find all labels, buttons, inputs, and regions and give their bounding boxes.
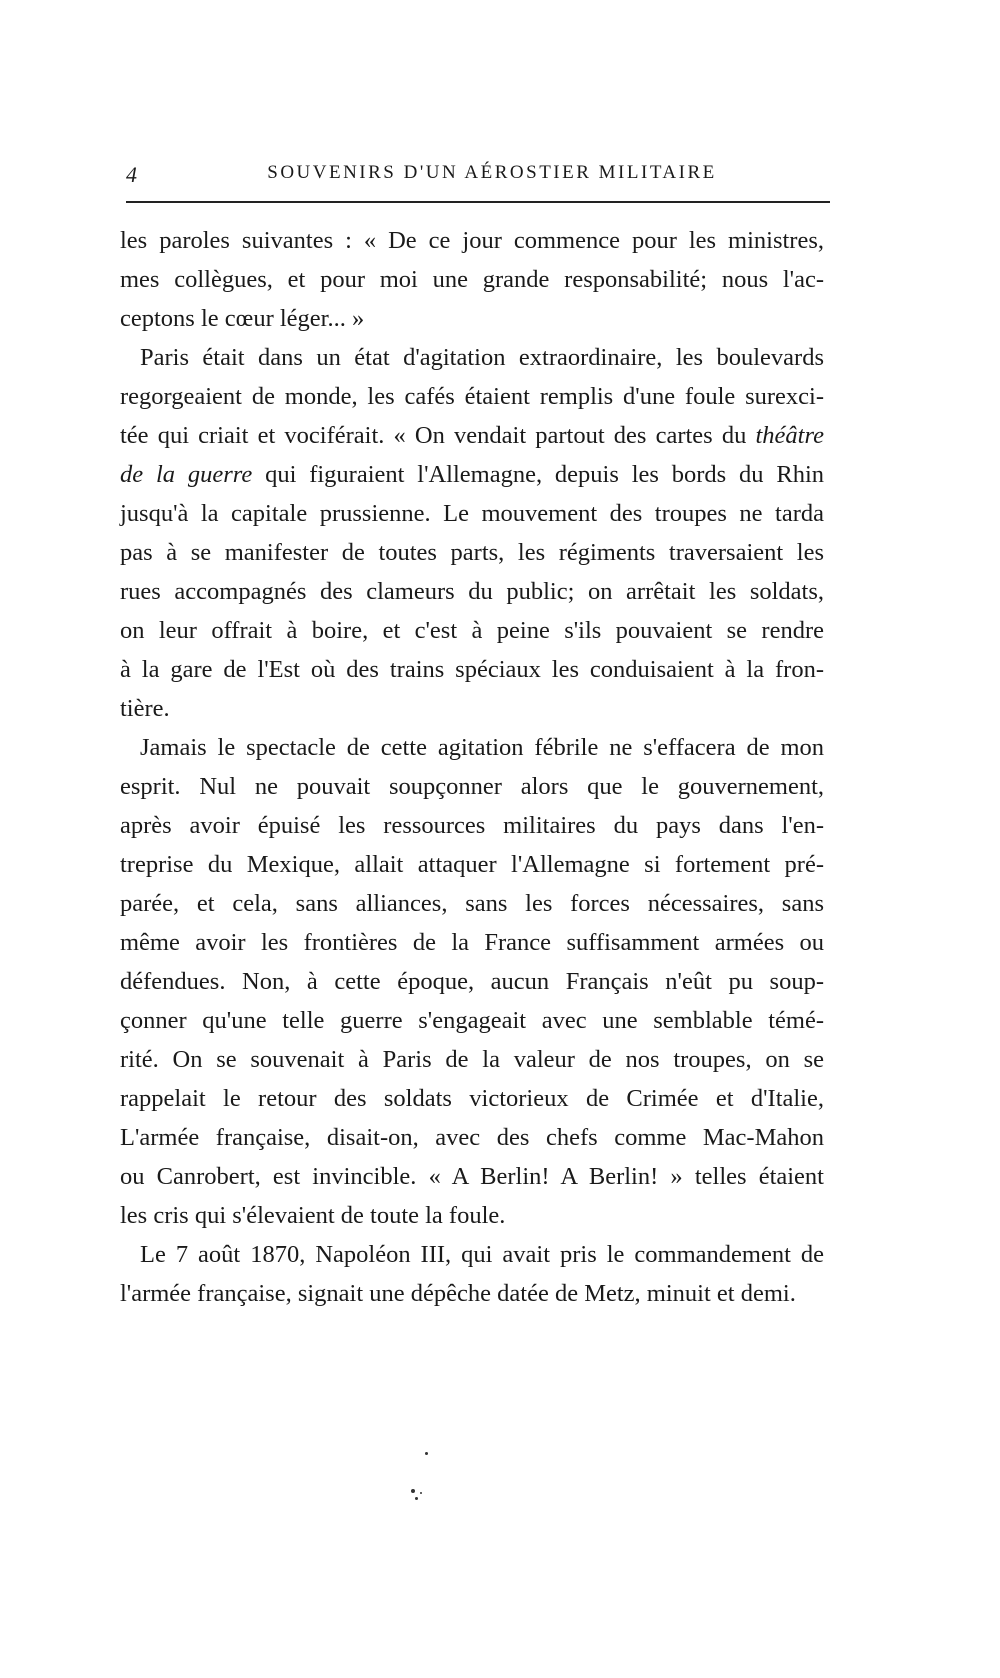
text-line: L'armée française, disait-on, avec des chefs comme Mac-Mahon — [120, 1124, 824, 1151]
text-line: on leur offrait à boire, et c'est à peine s'ils pouvaient se rendre — [120, 617, 824, 644]
ink-speck — [420, 1492, 422, 1494]
text-line: même avoir les frontières de la France suffisamment armées ou — [120, 929, 824, 956]
ink-speck — [415, 1497, 418, 1500]
text-line: après avoir épuisé les ressources militaires du pays dans l'en- — [120, 812, 824, 839]
paragraph-1 — [120, 221, 824, 338]
text-line: jusqu'à la capitale prussienne. Le mouvement des troupes ne tarda — [120, 500, 824, 527]
text-line: les paroles suivantes : « De ce jour commence pour les ministres, — [120, 227, 824, 254]
text-line: mes collègues, et pour moi une grande responsabilité; nous l'ac- — [120, 266, 824, 293]
ink-speck — [425, 1452, 428, 1455]
italic-segment: théâtre — [755, 422, 824, 449]
text-line: rues accompagnés des clameurs du public; on arrêtait les soldats, — [120, 578, 824, 605]
text-segment: tée qui criait et vociférait. « On vendait partout des cartes du — [120, 422, 756, 449]
paragraph-2 — [120, 338, 824, 728]
text-line: rappelait le retour des soldats victorieux de Crimée et d'Italie, — [120, 1085, 824, 1112]
paragraph-3 — [120, 728, 824, 1235]
body-text — [120, 221, 824, 1313]
ink-speck — [411, 1489, 415, 1493]
text-line: parée, et cela, sans alliances, sans les forces nécessaires, sans — [120, 890, 824, 917]
text-line — [120, 455, 824, 494]
text-line: défendues. Non, à cette époque, aucun Français n'eût pu soup- — [120, 968, 824, 995]
text-line: Le 7 août 1870, Napoléon III, qui avait pris le commandement de — [140, 1241, 824, 1268]
text-line: pas à se manifester de toutes parts, les régiments traversaient les — [120, 539, 824, 566]
text-line: Paris était dans un état d'agitation extraordinaire, les boulevards — [140, 344, 824, 371]
text-line: à la gare de l'Est où des trains spéciaux les conduisaient à la fron- — [120, 656, 824, 683]
header-rule — [126, 201, 830, 203]
text-line: les cris qui s'élevaient de toute la foule. — [120, 1202, 506, 1229]
text-line: ou Canrobert, est invincible. « A Berlin! A Berlin! » telles étaient — [120, 1163, 824, 1190]
running-title: SOUVENIRS D'UN AÉROSTIER MILITAIRE — [267, 162, 717, 183]
text-line: l'armée française, signait une dépêche datée de Metz, minuit et demi. — [120, 1280, 796, 1307]
text-line: esprit. Nul ne pouvait soupçonner alors que le gouvernement, — [120, 773, 824, 800]
text-segment: qui figuraient l'Allemagne, depuis les bords du Rhin — [252, 461, 824, 488]
italic-segment: de la guerre — [120, 461, 253, 488]
text-line: Jamais le spectacle de cette agitation fébrile ne s'effacera de mon — [140, 734, 824, 761]
text-line: tière. — [120, 695, 170, 722]
text-line — [120, 416, 824, 455]
text-line: treprise du Mexique, allait attaquer l'Allemagne si fortement pré- — [120, 851, 824, 878]
paragraph-4 — [120, 1235, 824, 1313]
text-line: çonner qu'une telle guerre s'engageait avec une semblable témé- — [120, 1007, 824, 1034]
text-line: ceptons le cœur léger... » — [120, 305, 365, 332]
text-line: rité. On se souvenait à Paris de la valeur de nos troupes, on se — [120, 1046, 824, 1073]
page-number: 4 — [126, 162, 137, 187]
running-head — [126, 162, 830, 196]
text-line: regorgeaient de monde, les cafés étaient remplis d'une foule surexci- — [120, 383, 824, 410]
